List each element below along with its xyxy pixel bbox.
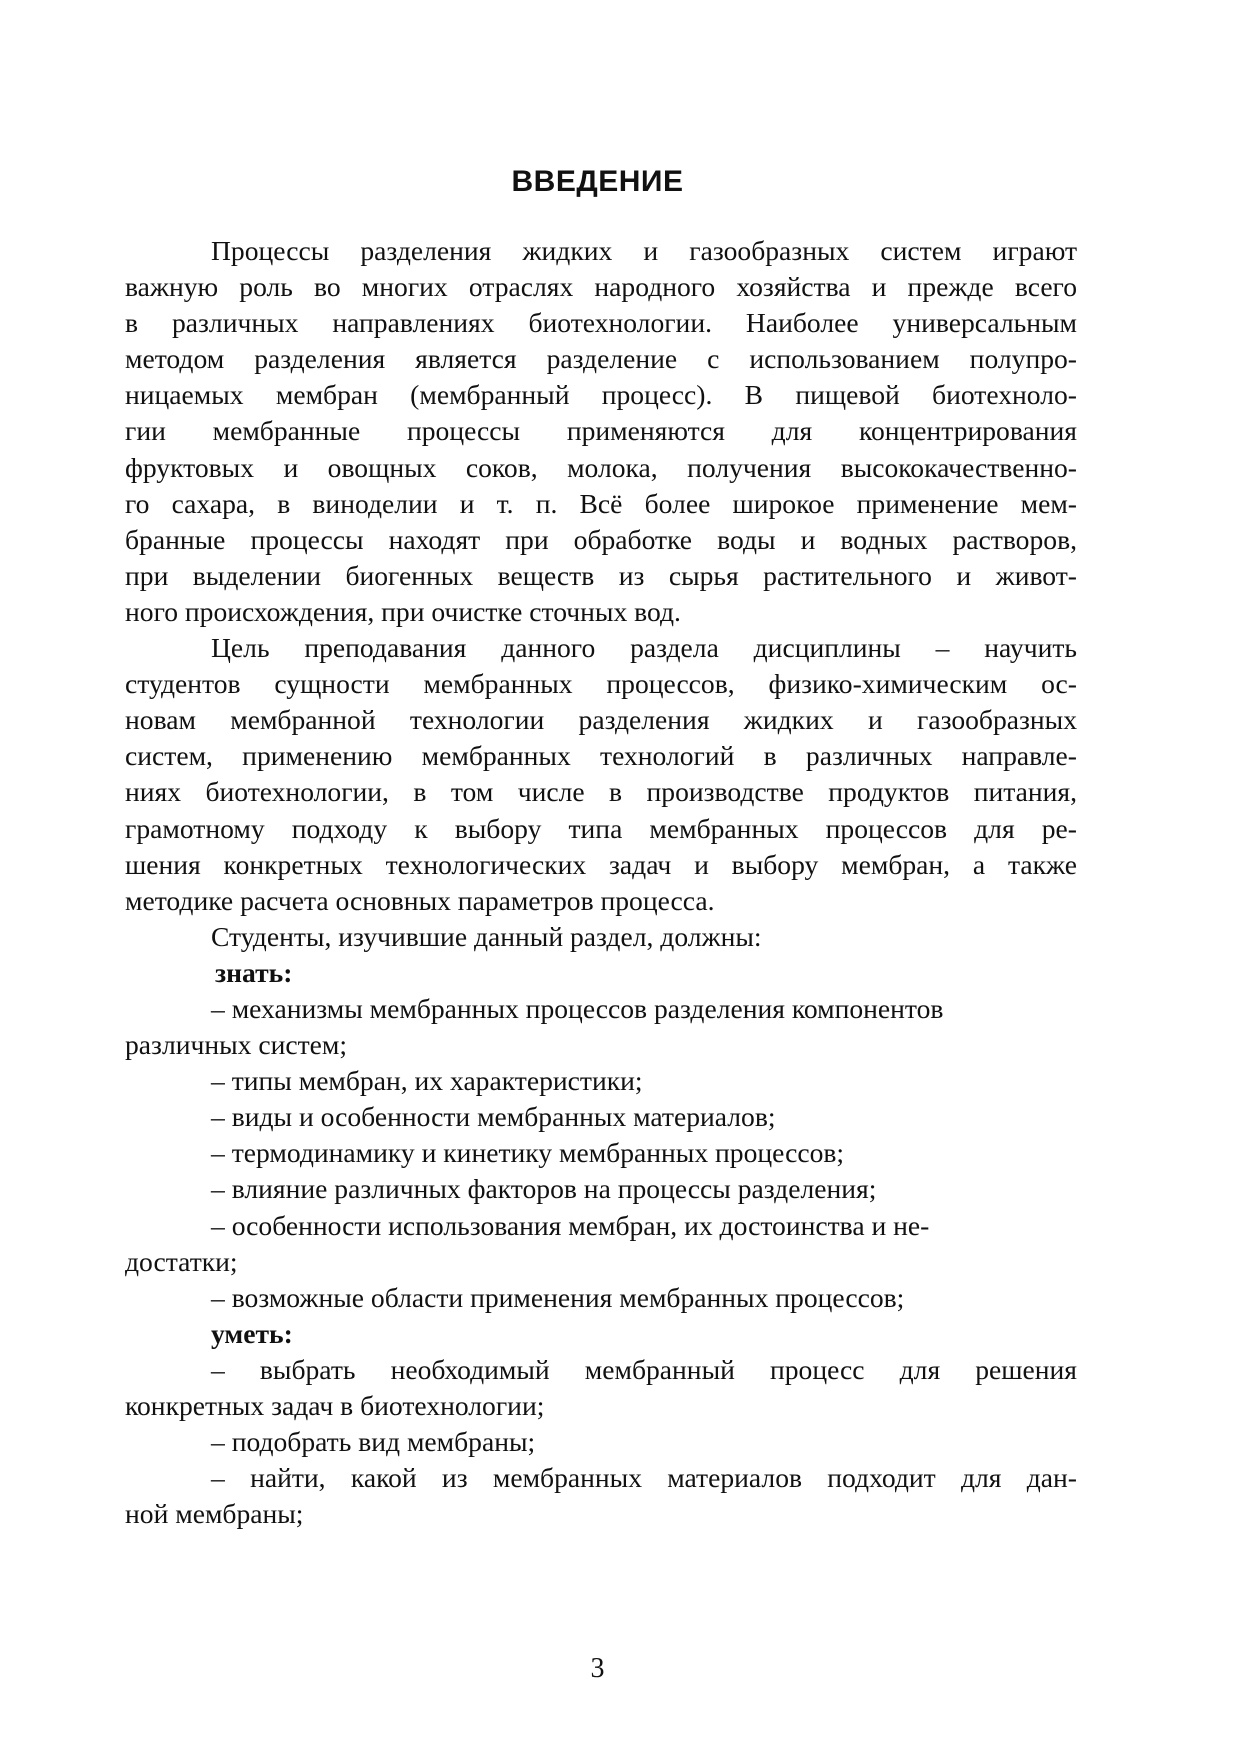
text-line: ницаемых мембран (мембранный процесс). В пищевой биотехноло- [125, 379, 1077, 411]
text-line: – найти, какой из мембранных материалов подходит для дан- [211, 1462, 1077, 1494]
section-title: ВВЕДЕНИЕ [511, 165, 684, 198]
text-line: – механизмы мембранных процессов разделения компонентов [211, 992, 944, 1024]
text-line: го сахара, в виноделии и т. п. Всё более широкое применение мем- [125, 487, 1077, 519]
text-line: уметь: [211, 1317, 293, 1349]
text-line: бранные процессы находят при обработке воды и водных растворов, [125, 523, 1077, 555]
text-line: различных систем; [125, 1029, 348, 1061]
text-line: гии мембранные процессы применяются для концентрирования [125, 415, 1077, 447]
text-line: – влияние различных факторов на процессы разделения; [211, 1173, 877, 1205]
text-line: шения конкретных технологических задач и выбору мембран, а также [125, 848, 1077, 880]
text-line: – виды и особенности мембранных материалов; [211, 1101, 776, 1133]
text-line: систем, применению мембранных технологий в различных направле- [125, 740, 1077, 772]
text-line: при выделении биогенных веществ из сырья растительного и живот- [125, 559, 1077, 591]
text-line: – типы мембран, их характеристики; [211, 1065, 643, 1097]
text-line: – особенности использования мембран, их достоинства и не- [211, 1209, 930, 1241]
body-text [125, 233, 1077, 1532]
text-line: ниях биотехнологии, в том числе в производстве продуктов питания, [125, 776, 1077, 808]
text-line: знать: [215, 956, 293, 988]
text-line: – выбрать необходимый мембранный процесс для решения [211, 1353, 1077, 1385]
text-line: методике расчета основных параметров процесса. [125, 884, 715, 916]
text-line: достатки; [125, 1245, 238, 1277]
text-line: – термодинамику и кинетику мембранных процессов; [211, 1137, 845, 1169]
text-line: Цель преподавания данного раздела дисциплины – научить [211, 632, 1077, 664]
text-line: новам мембранной технологии разделения жидких и газообразных [125, 704, 1077, 736]
text-line: ной мембраны; [125, 1498, 304, 1530]
text-line: фруктовых и овощных соков, молока, получения высококачественно- [125, 451, 1077, 483]
text-line: в различных направлениях биотехнологии. Наиболее универсальным [125, 307, 1077, 339]
text-line: грамотному подходу к выбору типа мембранных процессов для ре- [125, 812, 1077, 844]
page-number: 3 [590, 1653, 605, 1684]
text-line: важную роль во многих отраслях народного хозяйства и прежде всего [125, 271, 1077, 303]
text-line: конкретных задач в биотехнологии; [125, 1390, 545, 1421]
text-line: – возможные области применения мембранных процессов; [211, 1281, 905, 1313]
text-line: Процессы разделения жидких и газообразных систем играют [211, 235, 1077, 266]
text-line: ного происхождения, при очистке сточных вод. [125, 595, 681, 627]
text-line: Студенты, изучившие данный раздел, должны: [211, 920, 762, 952]
text-line: студентов сущности мембранных процессов, физико-химическим ос- [125, 668, 1077, 700]
text-line: – подобрать вид мембраны; [211, 1426, 536, 1458]
text-line: методом разделения является разделение с использованием полупро- [125, 343, 1077, 375]
